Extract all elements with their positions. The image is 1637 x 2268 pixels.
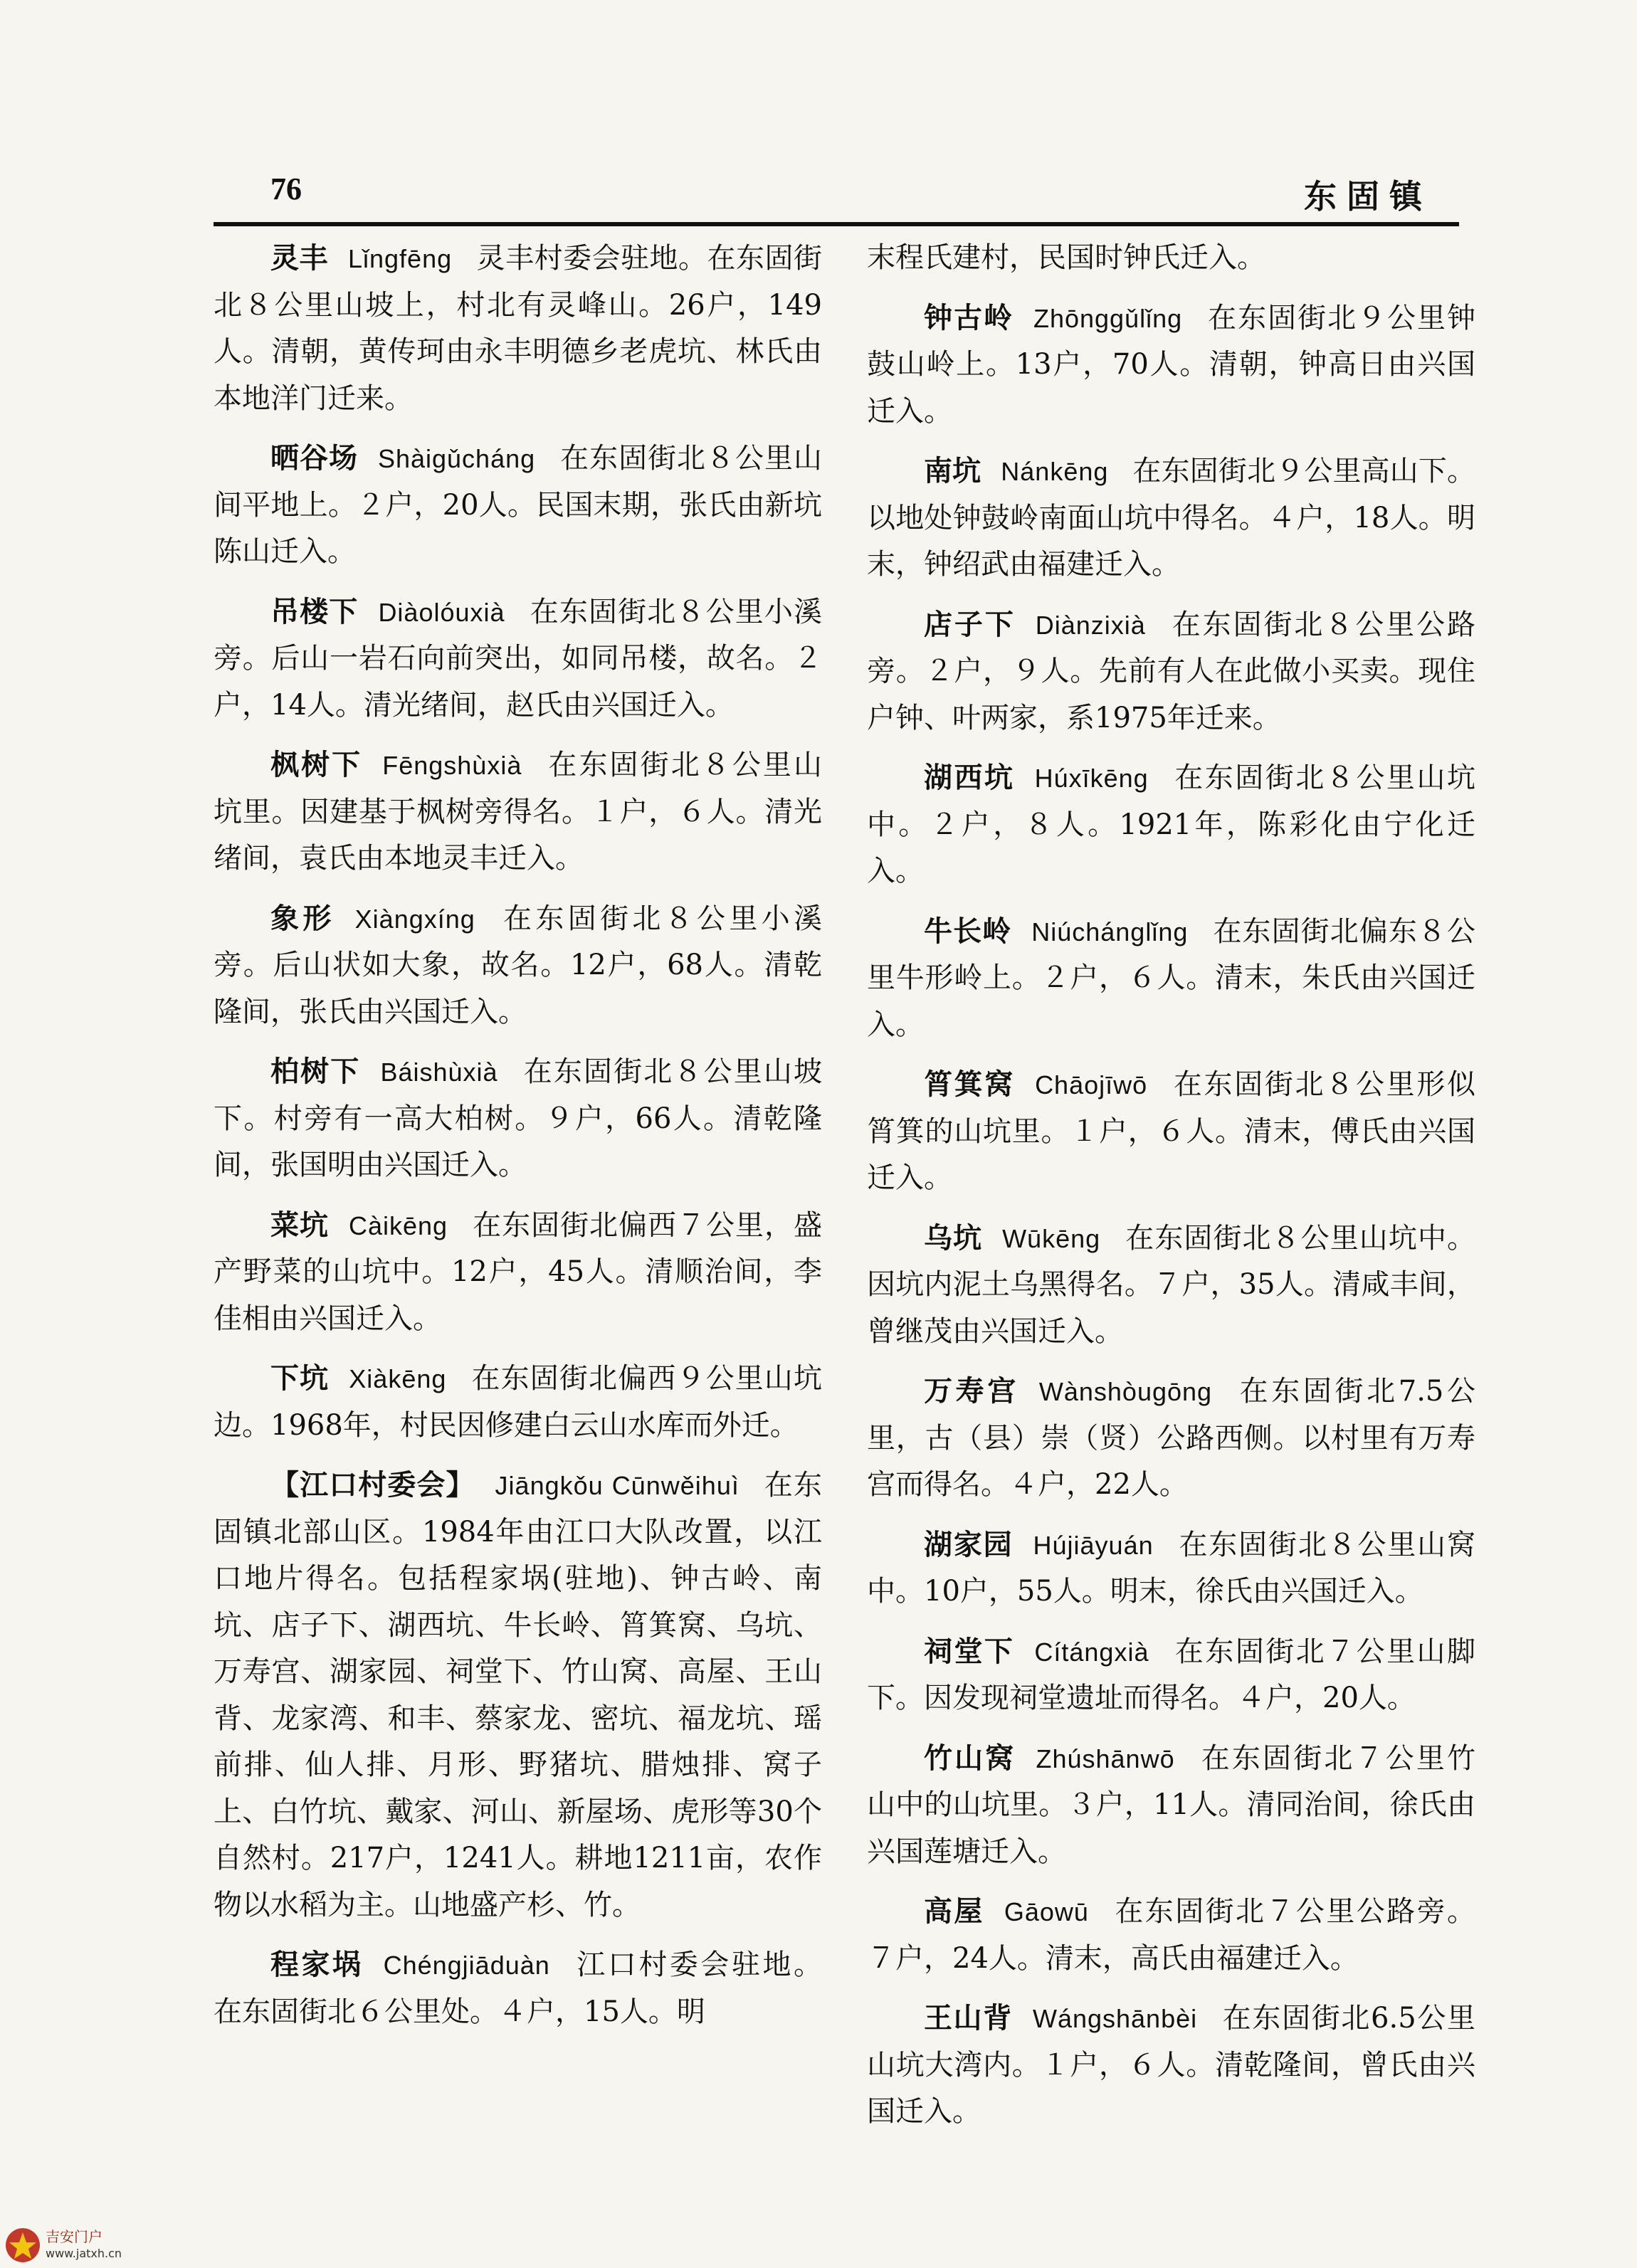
header-rule — [214, 222, 1459, 226]
entry-pinyin: Diàolóuxià — [378, 597, 505, 627]
entry-pinyin: Xiàkēng — [349, 1364, 447, 1393]
entry-headword: 钟古岭 — [924, 300, 1014, 334]
gazetteer-entry — [214, 235, 822, 422]
entry-headword: 晒谷场 — [270, 441, 358, 475]
entry-pinyin: Shàigǔcháng — [377, 444, 536, 473]
entry-pinyin: Wūkēng — [1002, 1223, 1101, 1253]
entry-headword: 程家埚 — [270, 1948, 364, 1981]
entry-pinyin: Báishùxià — [380, 1057, 498, 1087]
gazetteer-entry — [867, 1628, 1475, 1722]
entry-pinyin: Gāowū — [1004, 1897, 1089, 1926]
entry-headword: 竹山窝 — [924, 1741, 1016, 1775]
entry-headword: 万寿宫 — [924, 1374, 1019, 1408]
entry-headword: 祠堂下 — [924, 1634, 1015, 1668]
entry-pinyin: Diànzixià — [1035, 610, 1146, 640]
gazetteer-entry — [214, 1202, 822, 1343]
entry-text: 在东固街北８公里小溪旁。后山状如大象，故名。12户，68人。清乾隆间，张氏由兴国迁入。 — [214, 902, 823, 1028]
gazetteer-entry — [214, 1355, 822, 1449]
entry-text: 在东固街北７公里山脚下。因发现祠堂遗址而得名。４户，20人。 — [867, 1635, 1476, 1714]
entry-text: 在东固街北７公里竹山中的山坑里。３户，11人。清同治间，徐氏由兴国莲塘迁入。 — [867, 1741, 1475, 1868]
gazetteer-entry — [867, 1995, 1475, 2136]
entry-text: 在东固街北８公里小溪旁。后山一岩石向前突出，如同吊楼，故名。２户，14人。清光绪间，赵氏由兴国迁入。 — [214, 595, 823, 722]
entry-text: 在东固街北９公里高山下。以地处钟鼓岭南面山坑中得名。４户，18人。明末，钟绍武由福建迁入。 — [867, 455, 1476, 581]
entry-text: 在东固街北８公里山坑中。因坑内泥土乌黑得名。７户，35人。清咸丰间，曾继茂由兴国迁入。 — [867, 1221, 1476, 1348]
entry-text: 在东固街北6.5公里山坑大湾内。１户，６人。清乾隆间，曾氏由兴国迁入。 — [867, 2002, 1475, 2128]
entry-headword: 王山背 — [924, 2001, 1013, 2035]
entry-text: 在东固街北９公里钟鼓山岭上。13户，70人。清朝，钟高日由兴国迁入。 — [867, 301, 1476, 428]
entry-text: 在东固街北８公里山坑里。因建基于枫树旁得名。１户，６人。清光绪间，袁氏由本地灵丰迁入。 — [214, 749, 822, 875]
entry-pinyin: Húxīkēng — [1034, 764, 1149, 793]
entry-text: 在东固街北８公里山坑中。２户，８人。1921年，陈彩化由宁化迁入。 — [867, 761, 1475, 887]
entry-text: 在东固街北８公里公路旁。２户，９人。先前有人在此做小买卖。现住户钟、叶两家，系1975年迁来。 — [867, 608, 1476, 734]
gazetteer-entry — [214, 895, 822, 1036]
watermark-url: www.jatxh.cn — [46, 2247, 122, 2260]
entry-headword: 吊楼下 — [270, 594, 359, 628]
entry-text: 在东固街北偏西９公里山坑边。1968年，村民因修建白云山水库而外迁。 — [214, 1362, 823, 1442]
gazetteer-entry — [867, 235, 1475, 282]
gazetteer-entry — [867, 754, 1475, 895]
entry-pinyin: Jiāngkǒu Cūnwěihuì — [495, 1471, 739, 1500]
entry-text: 在东固街北８公里山窝中。10户，55人。明末，徐氏由兴国迁入。 — [867, 1528, 1476, 1608]
entry-pinyin: Chéngjiāduàn — [383, 1951, 550, 1980]
entry-pinyin: Wángshānbèi — [1032, 2004, 1198, 2033]
entry-headword: 象形 — [270, 901, 335, 935]
running-title: 东固镇 — [1304, 177, 1432, 216]
entry-headword: 筲箕窝 — [924, 1067, 1016, 1101]
entry-pinyin: Nánkēng — [1001, 457, 1109, 486]
entry-text: 在东固街北８公里山坡下。村旁有一高大柏树。９户，66人。清乾隆间，张国明由兴国迁入。 — [214, 1055, 823, 1181]
entry-text: 在东固街北８公里形似筲箕的山坑里。１户，６人。清末，傅氏由兴国迁入。 — [867, 1068, 1476, 1194]
gazetteer-entry — [214, 742, 822, 882]
entry-pinyin: Chāojīwō — [1035, 1070, 1148, 1099]
entry-pinyin: Niúchánglǐng — [1031, 917, 1189, 946]
entry-headword: 湖家园 — [924, 1527, 1014, 1561]
entry-pinyin: Zhúshānwō — [1036, 1744, 1175, 1773]
gazetteer-entry — [214, 1941, 822, 2035]
gazetteer-entry — [867, 448, 1475, 589]
entry-headword: 菜坑 — [270, 1208, 329, 1242]
gazetteer-entry — [867, 601, 1475, 742]
entry-pinyin: Hújiāyuán — [1033, 1530, 1154, 1560]
entry-text: 灵丰村委会驻地。在东固街北８公里山坡上，村北有灵峰山。26户，149人。清朝，黄传珂由永丰明德乡老虎坑、林氏由本地洋门迁来。 — [214, 242, 823, 415]
entry-headword: 【江口村委会】 — [270, 1468, 475, 1502]
entry-text: 末程氏建村，民国时钟氏迁入。 — [867, 241, 1265, 274]
site-logo-icon — [4, 2227, 41, 2264]
entry-pinyin: Cítángxià — [1034, 1637, 1149, 1667]
entry-headword: 南坑 — [924, 454, 981, 487]
entry-pinyin: Xiàngxíng — [354, 904, 475, 934]
gazetteer-entry — [867, 1521, 1475, 1615]
entry-text: 江口村委会驻地。在东固街北６公里处。４户，15人。明 — [214, 1948, 823, 2028]
right-column — [867, 235, 1475, 2148]
gazetteer-entry — [867, 1735, 1475, 1876]
entry-text: 在东固街北８公里山间平地上。２户，20人。民国末期，张氏由新坑陈山迁入。 — [214, 442, 822, 568]
entry-pinyin: Wànshòugōng — [1038, 1377, 1213, 1406]
entry-pinyin: Lǐngfēng — [347, 244, 453, 273]
gazetteer-entry — [867, 1215, 1475, 1356]
watermark-site-name: 吉安门户 — [46, 2228, 102, 2245]
watermark — [4, 2227, 122, 2264]
entry-headword: 柏树下 — [270, 1055, 361, 1088]
left-column — [214, 235, 822, 2048]
gazetteer-entry — [867, 1368, 1475, 1509]
gazetteer-entry — [867, 295, 1475, 436]
entry-text: 在东固街北偏西７公里，盛产野菜的山坑中。12户，45人。清顺治间，李佳相由兴国迁入。 — [214, 1208, 823, 1335]
entry-headword: 店子下 — [924, 607, 1016, 641]
entry-headword: 枫树下 — [270, 748, 363, 781]
entry-text: 在东固镇北部山区。1984年由江口大队改置，以江口地片得名。包括程家埚(驻地)、钟古岭、南坑、店子下、湖西坑、牛长岭、筲箕窝、乌坑、万寿宫、湖家园、祠堂下、竹山窝、高屋、王山背、龙家湾、和丰、蔡家龙、密坑、福龙坑、瑶前排、仙人排、月形、野猪坑、腊烛排、窝子上、白竹坑、戴家、河山、新屋场、虎形等30个自然村。217户，1241人。耕地1211亩，农作物以水稻为主。山地盛产杉、竹。 — [214, 1469, 822, 1921]
entry-headword: 湖西坑 — [924, 761, 1015, 794]
entry-headword: 下坑 — [270, 1361, 330, 1395]
entry-text: 在东固街北７公里公路旁。７户，24人。清末，高氏由福建迁入。 — [867, 1895, 1476, 1975]
page-number: 76 — [270, 172, 302, 206]
gazetteer-entry — [214, 435, 822, 576]
entry-headword: 灵丰 — [270, 241, 328, 275]
entry-text: 在东固街北偏东８公里牛形岭上。２户，６人。清末，朱氏由兴国迁入。 — [867, 914, 1476, 1041]
gazetteer-entry — [214, 589, 822, 729]
entry-pinyin: Fēngshùxià — [382, 751, 522, 780]
gazetteer-entry — [867, 908, 1475, 1049]
gazetteer-entry — [867, 1061, 1475, 1202]
entry-headword: 乌坑 — [924, 1220, 983, 1255]
entry-text: 在东固街北7.5公里，古（县）崇（贤）公路西侧。以村里有万寿宫而得名。４户，22人。 — [867, 1375, 1476, 1501]
entry-headword: 高屋 — [924, 1894, 984, 1928]
entry-headword: 牛长岭 — [924, 914, 1012, 948]
gazetteer-entry — [867, 1888, 1475, 1982]
entry-pinyin: Zhōnggǔlǐng — [1033, 303, 1183, 333]
entry-pinyin: Càikēng — [349, 1211, 448, 1240]
gazetteer-entry — [214, 1048, 822, 1189]
gazetteer-entry — [214, 1462, 822, 1929]
